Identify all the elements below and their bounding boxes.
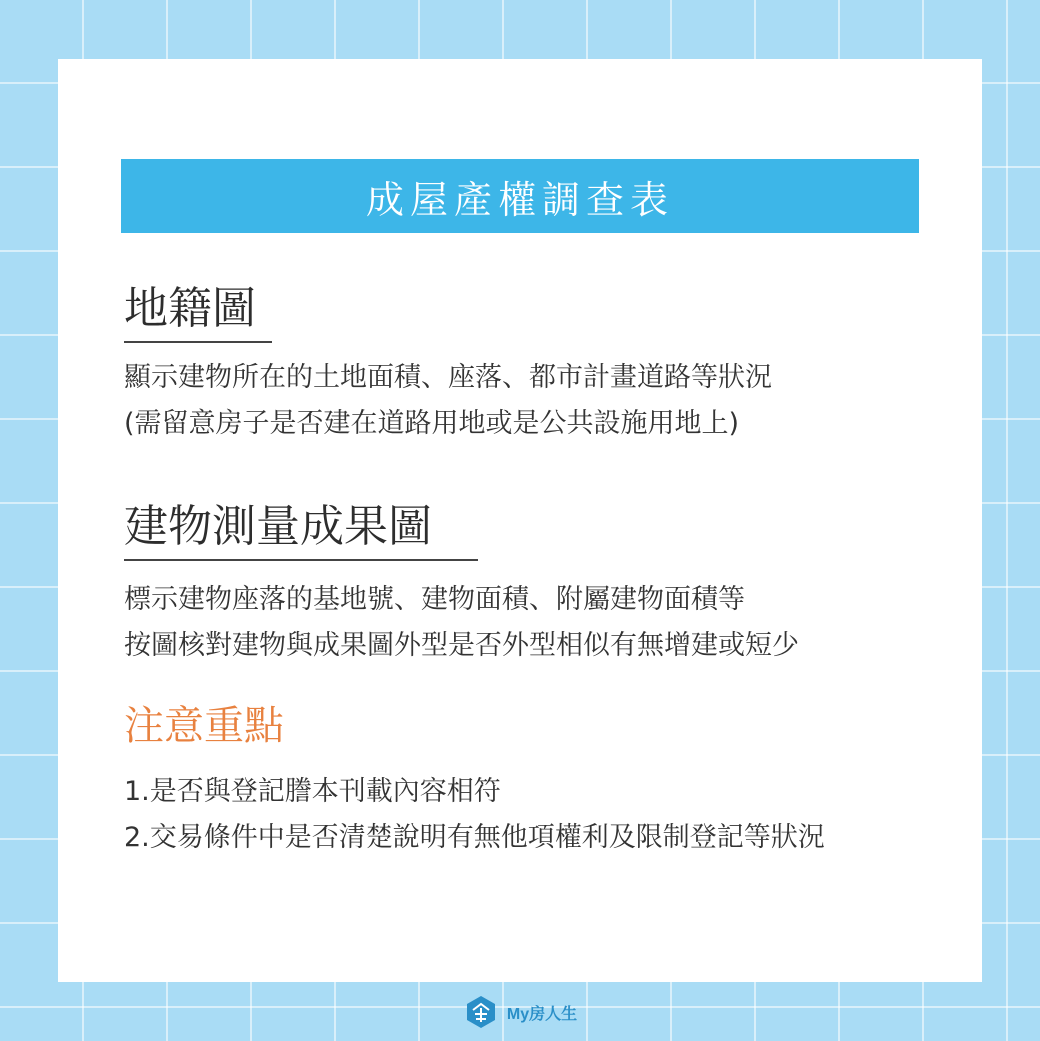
section-body-cadastral-map — [124, 355, 772, 447]
body-line: 標示建物座落的基地號、建物面積、附屬建物面積等 — [124, 584, 745, 615]
content-card — [58, 59, 982, 982]
body-line: 按圖核對建物與成果圖外型是否外型相似有無增建或短少 — [124, 630, 799, 661]
title-banner — [121, 159, 919, 233]
body-line: (需留意房子是否建在道路用地或是公共設施用地上) — [124, 408, 740, 439]
list-item: 1.是否與登記謄本刊載內容相符 — [124, 776, 501, 807]
section-heading-survey-map: 建物測量成果圖 — [124, 503, 478, 561]
brand-name: My房人生 — [506, 1005, 578, 1023]
section-heading-cadastral-map: 地籍圖 — [124, 285, 272, 343]
house-logo-icon — [463, 994, 499, 1030]
footer-brand — [0, 992, 1040, 1032]
list-item: 2.交易條件中是否清楚說明有無他項權利及限制登記等狀況 — [124, 822, 825, 853]
notes-heading: 注意重點 — [124, 703, 284, 749]
section-body-survey-map — [124, 577, 799, 669]
page-title: 成屋產權調查表 — [365, 177, 674, 222]
body-line: 顯示建物所在的土地面積、座落、都市計畫道路等狀況 — [124, 362, 772, 393]
notes-list — [124, 769, 825, 861]
